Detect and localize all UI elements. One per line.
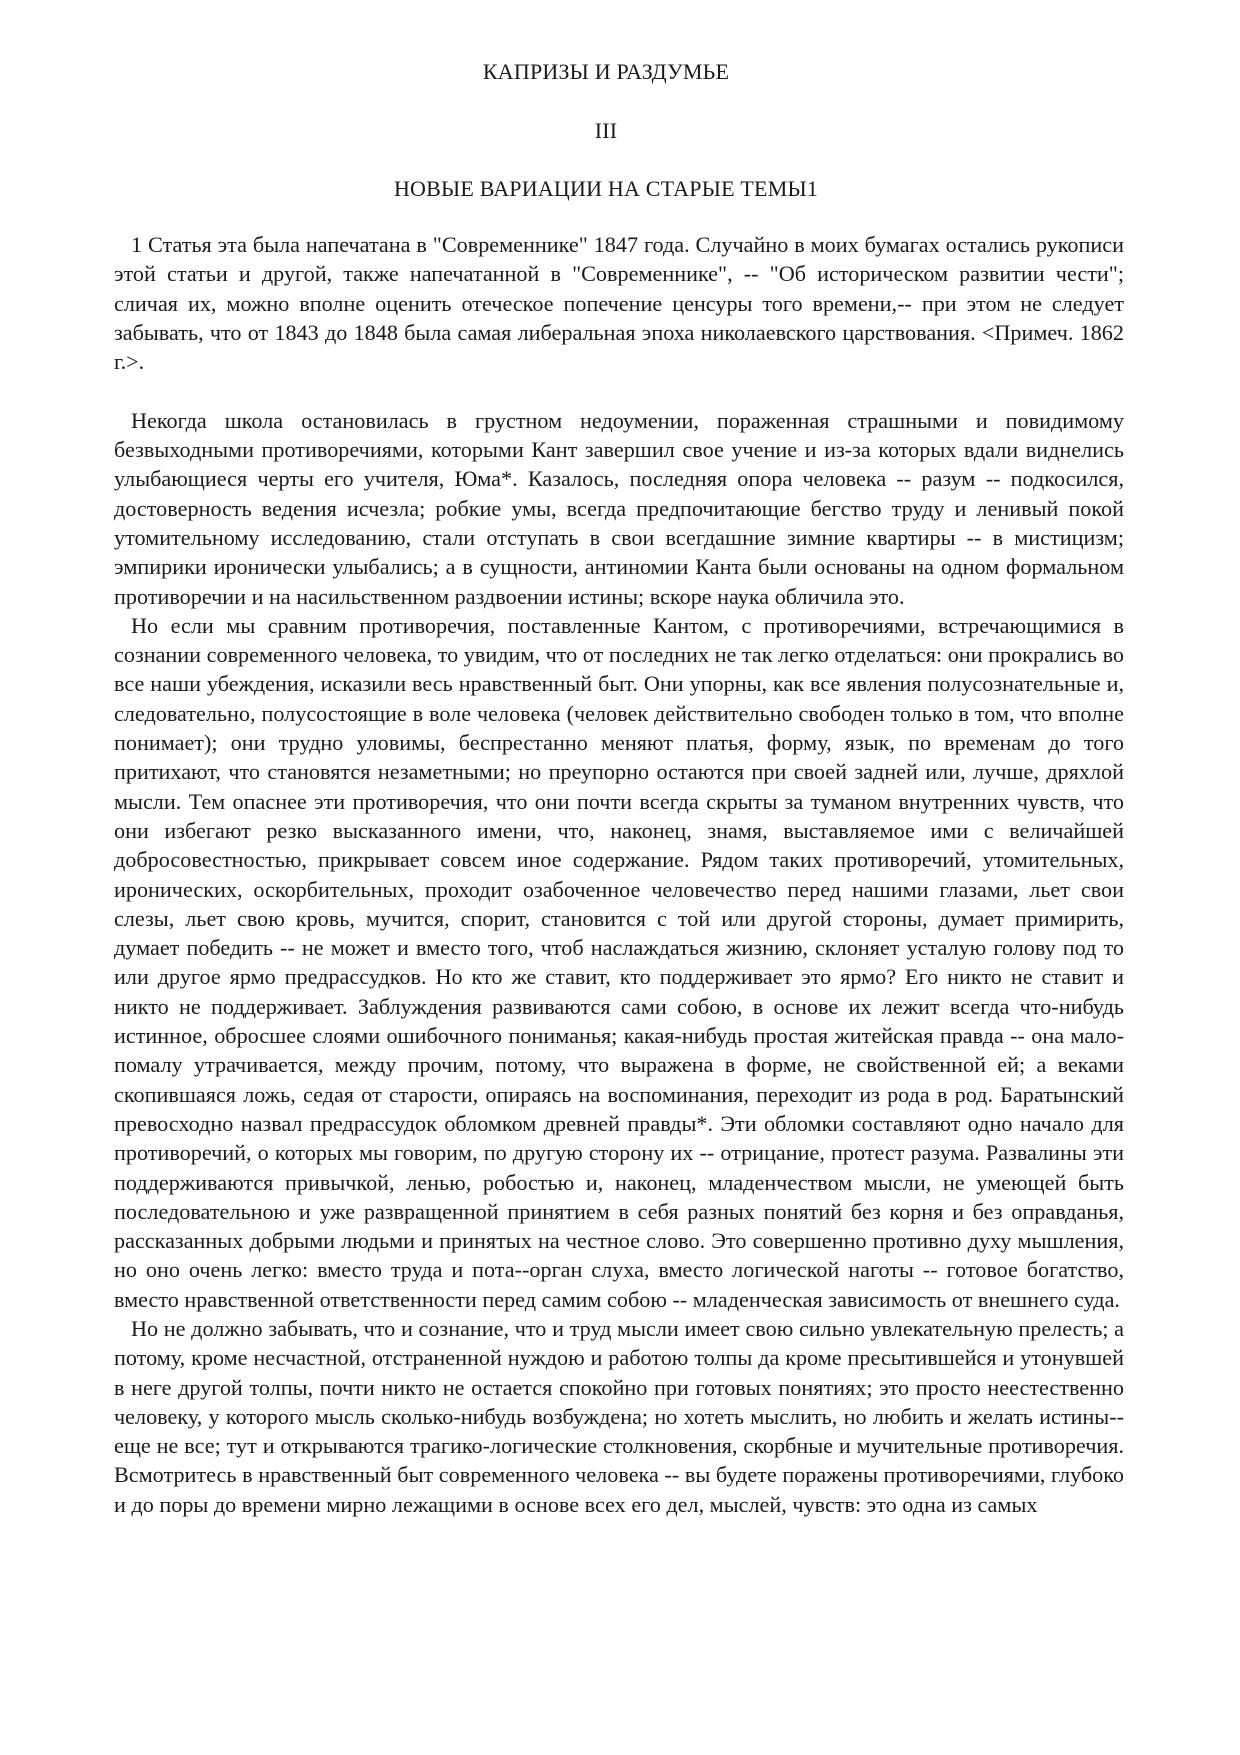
- document-title: КАПРИЗЫ И РАЗДУМЬЕ: [482, 59, 730, 84]
- body-paragraph: Некогда школа остановилась в грустном недоумении, пораженная страшными и повидимому безвыходными противоречиями, которыми Кант завершил свое учение и из-за которых вдали виднелись улыбающиеся черты его учителя, Юма*. Казалось, последняя опора человека -- разум -- подкосился, достоверность ведения исчезла; робкие умы, всегда предпочитающие бегство труду и ленивый покой утомительному исследованию, стали отступать в свои всегдашние зимние квартиры -- в мистицизм; эмпирики иронически улыбались; а в сущности, антиномии Канта были основаны на одном формальном противоречии и на насильственном раздвоении истины; вскоре наука обличила это.: [114, 407, 1124, 609]
- body-paragraph: Но не должно забывать, что и сознание, что и труд мысли имеет свою сильно увлекательную прелесть; а потому, кроме несчастной, отстраненной нуждою и работою толпы да кроме пресытившейся и утонувшей в неге другой толпы, почти никто не остается спокойно при готовых понятиях; это просто неестественно человеку, у которого мысль сколько-нибудь возбуждена; но хотеть мыслить, но любить и желать истины--еще не все; тут и открываются трагико-логические столкновения, скорбные и мучительные противоречия. Всмотритесь в нравственный быт современного человека -- вы будете поражены противоречиями, глубоко и до поры до времени мирно лежащими в основе всех его дел, мыслей, чувств: это одна из самых: [114, 1315, 1124, 1517]
- footnote-paragraph: 1 Статья эта была напечатана в "Современнике" 1847 года. Случайно в моих бумагах остались рукописи этой статьи и другой, также напечатанной в "Современнике", -- "Об историческом развитии чести"; сличая их, можно вполне оценить отеческое попечение ценсуры того времени,-- при этом не следует забывать, что от 1843 до 1848 была самая либеральная эпоха николаевского царствования. <Примеч. 1862 г.>.: [114, 232, 1124, 375]
- body-paragraph: Но если мы сравним противоречия, поставленные Кантом, с противоречиями, встречающимися в сознании современного человека, то увидим, что от последних не так легко отделаться: они прокрались во все наши убеждения, исказили весь нравственный быт. Они упорны, как все явления полусознательные и, следовательно, полусостоящие в воле человека (человек действительно свободен только в том, что вполне понимает); они трудно уловимы, беспрестанно меняют платья, форму, язык, по временам до того притихают, что становятся незаметными; но преупорно остаются при своей задней или, лучше, дряхлой мысли. Тем опаснее эти противоречия, что они почти всегда скрыты за туманом внутренних чувств, что они избегают резко высказанного имени, что, наконец, знамя, выставляемое ими с величайшей добросовестностью, прикрывает совсем иное содержание. Рядом таких противоречий, утомительных, иронических, оскорбительных, проходит озабоченное человечество перед нашими глазами, льет свои слезы, льет свою кровь, мучится, спорит, становится с той или другой стороны, думает примирить, думает победить -- не может и вместо того, чтоб наслаждаться жизнию, склоняет усталую голову под то или другое ярмо предрассудков. Но кто же ставит, кто поддерживает это ярмо? Его никто не ставит и никто не поддерживает. Заблуждения развиваются сами собою, в основе их лежит всегда что-нибудь истинное, обросшее слоями ошибочного пониманья; какая-нибудь простая житейская правда -- она мало-помалу утрачивается, между прочим, потому, что выражена в форме, не свойственной ей; а веками скопившаяся ложь, седая от старости, опираясь на воспоминания, переходит из рода в род. Баратынский превосходно назвал предрассудок обломком древней правды*. Эти обломки составляют одно начало для противоречий, о которых мы говорим, по другую сторону их -- отрицание, протест разума. Развалины эти поддерживаются привычкой, ленью, робостью и, наконец, младенчеством мысли, не умеющей быть последовательною и уже развращенной принятием в себя разных понятий без корня и без оправданья, рассказанных добрыми людьми и принятых на честное слово. Это совершенно противно духу мышления, но оно очень легко: вместо труда и пота--орган слуха, вместо логической наготы -- готовое богатство, вместо нравственной ответственности перед самим собою -- младенческая зависимость от внешнего суда.: [114, 612, 1124, 1312]
- document-body: [114, 230, 1124, 1519]
- part-number: III: [594, 118, 618, 143]
- section-subtitle: НОВЫЕ ВАРИАЦИИ НА СТАРЫЕ ТЕМЫ1: [393, 176, 819, 201]
